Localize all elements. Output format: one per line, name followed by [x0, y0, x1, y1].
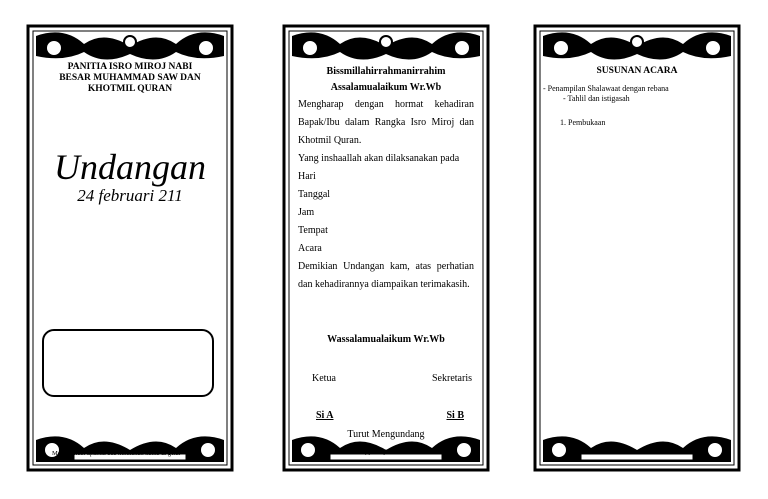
schedule-item: - Penampilan Shalawaat dengan rebana	[543, 84, 669, 93]
chairman-name: Si A	[316, 410, 334, 421]
panel-content	[298, 58, 474, 455]
committee-label: Segenap Panitia	[355, 447, 417, 455]
committee-header: PANITIA ISRO MIROJ NABI BESAR MUHAMMAD SAW DAN KHOTMIL QURAN	[59, 62, 201, 94]
panel-content	[543, 58, 725, 440]
panel-content	[42, 58, 218, 457]
greeting: Assalamualaikum Wr.Wb	[330, 82, 442, 93]
body-paragraph: Mengharap dengan hormat kehadiran Bapak/Ibu dalam Rangka Isro Miroj dan Khotmil Quran.	[298, 99, 474, 146]
schedule-item: 1. Pembukaan	[560, 118, 606, 127]
detail-tempat: Tempat	[298, 225, 328, 236]
detail-jam: Jam	[298, 207, 315, 218]
invitation-date: 24 februari 211	[77, 186, 183, 205]
body-line: Yang inshaallah akan dilaksanakan pada	[298, 153, 460, 164]
detail-acara: Acara	[298, 243, 322, 254]
chairman-label: Ketua	[312, 373, 336, 384]
apology-note: Mohon maaf apabila ada kesalahan nama & gelar	[52, 450, 181, 457]
secretary-label: Sekretaris	[432, 373, 472, 384]
event-schedule-panel	[531, 22, 743, 474]
invitation-cover-panel	[24, 22, 236, 474]
recipient-name-box	[42, 329, 214, 397]
basmalah: Bissmillahirrahmanirrahim	[326, 66, 446, 77]
closing-greeting: Wassalamualaikum Wr.Wb	[327, 334, 445, 345]
detail-tanggal: Tanggal	[298, 189, 331, 200]
letter-body	[298, 96, 474, 294]
closing-paragraph: Demikian Undangan kam, atas perhatian dan kehadirannya diampaikan terimakasih.	[298, 261, 474, 290]
detail-hari: Hari	[298, 171, 316, 182]
invitation-title: Undangan	[54, 147, 206, 187]
secretary-name: Si B	[446, 410, 464, 421]
co-inviter-label: Turut Mengundang	[347, 429, 425, 440]
schedule-title: SUSUNAN ACARA	[596, 66, 678, 76]
invitation-letter-panel	[280, 22, 492, 474]
schedule-item: - Tahlil dan istigasah	[563, 94, 630, 103]
